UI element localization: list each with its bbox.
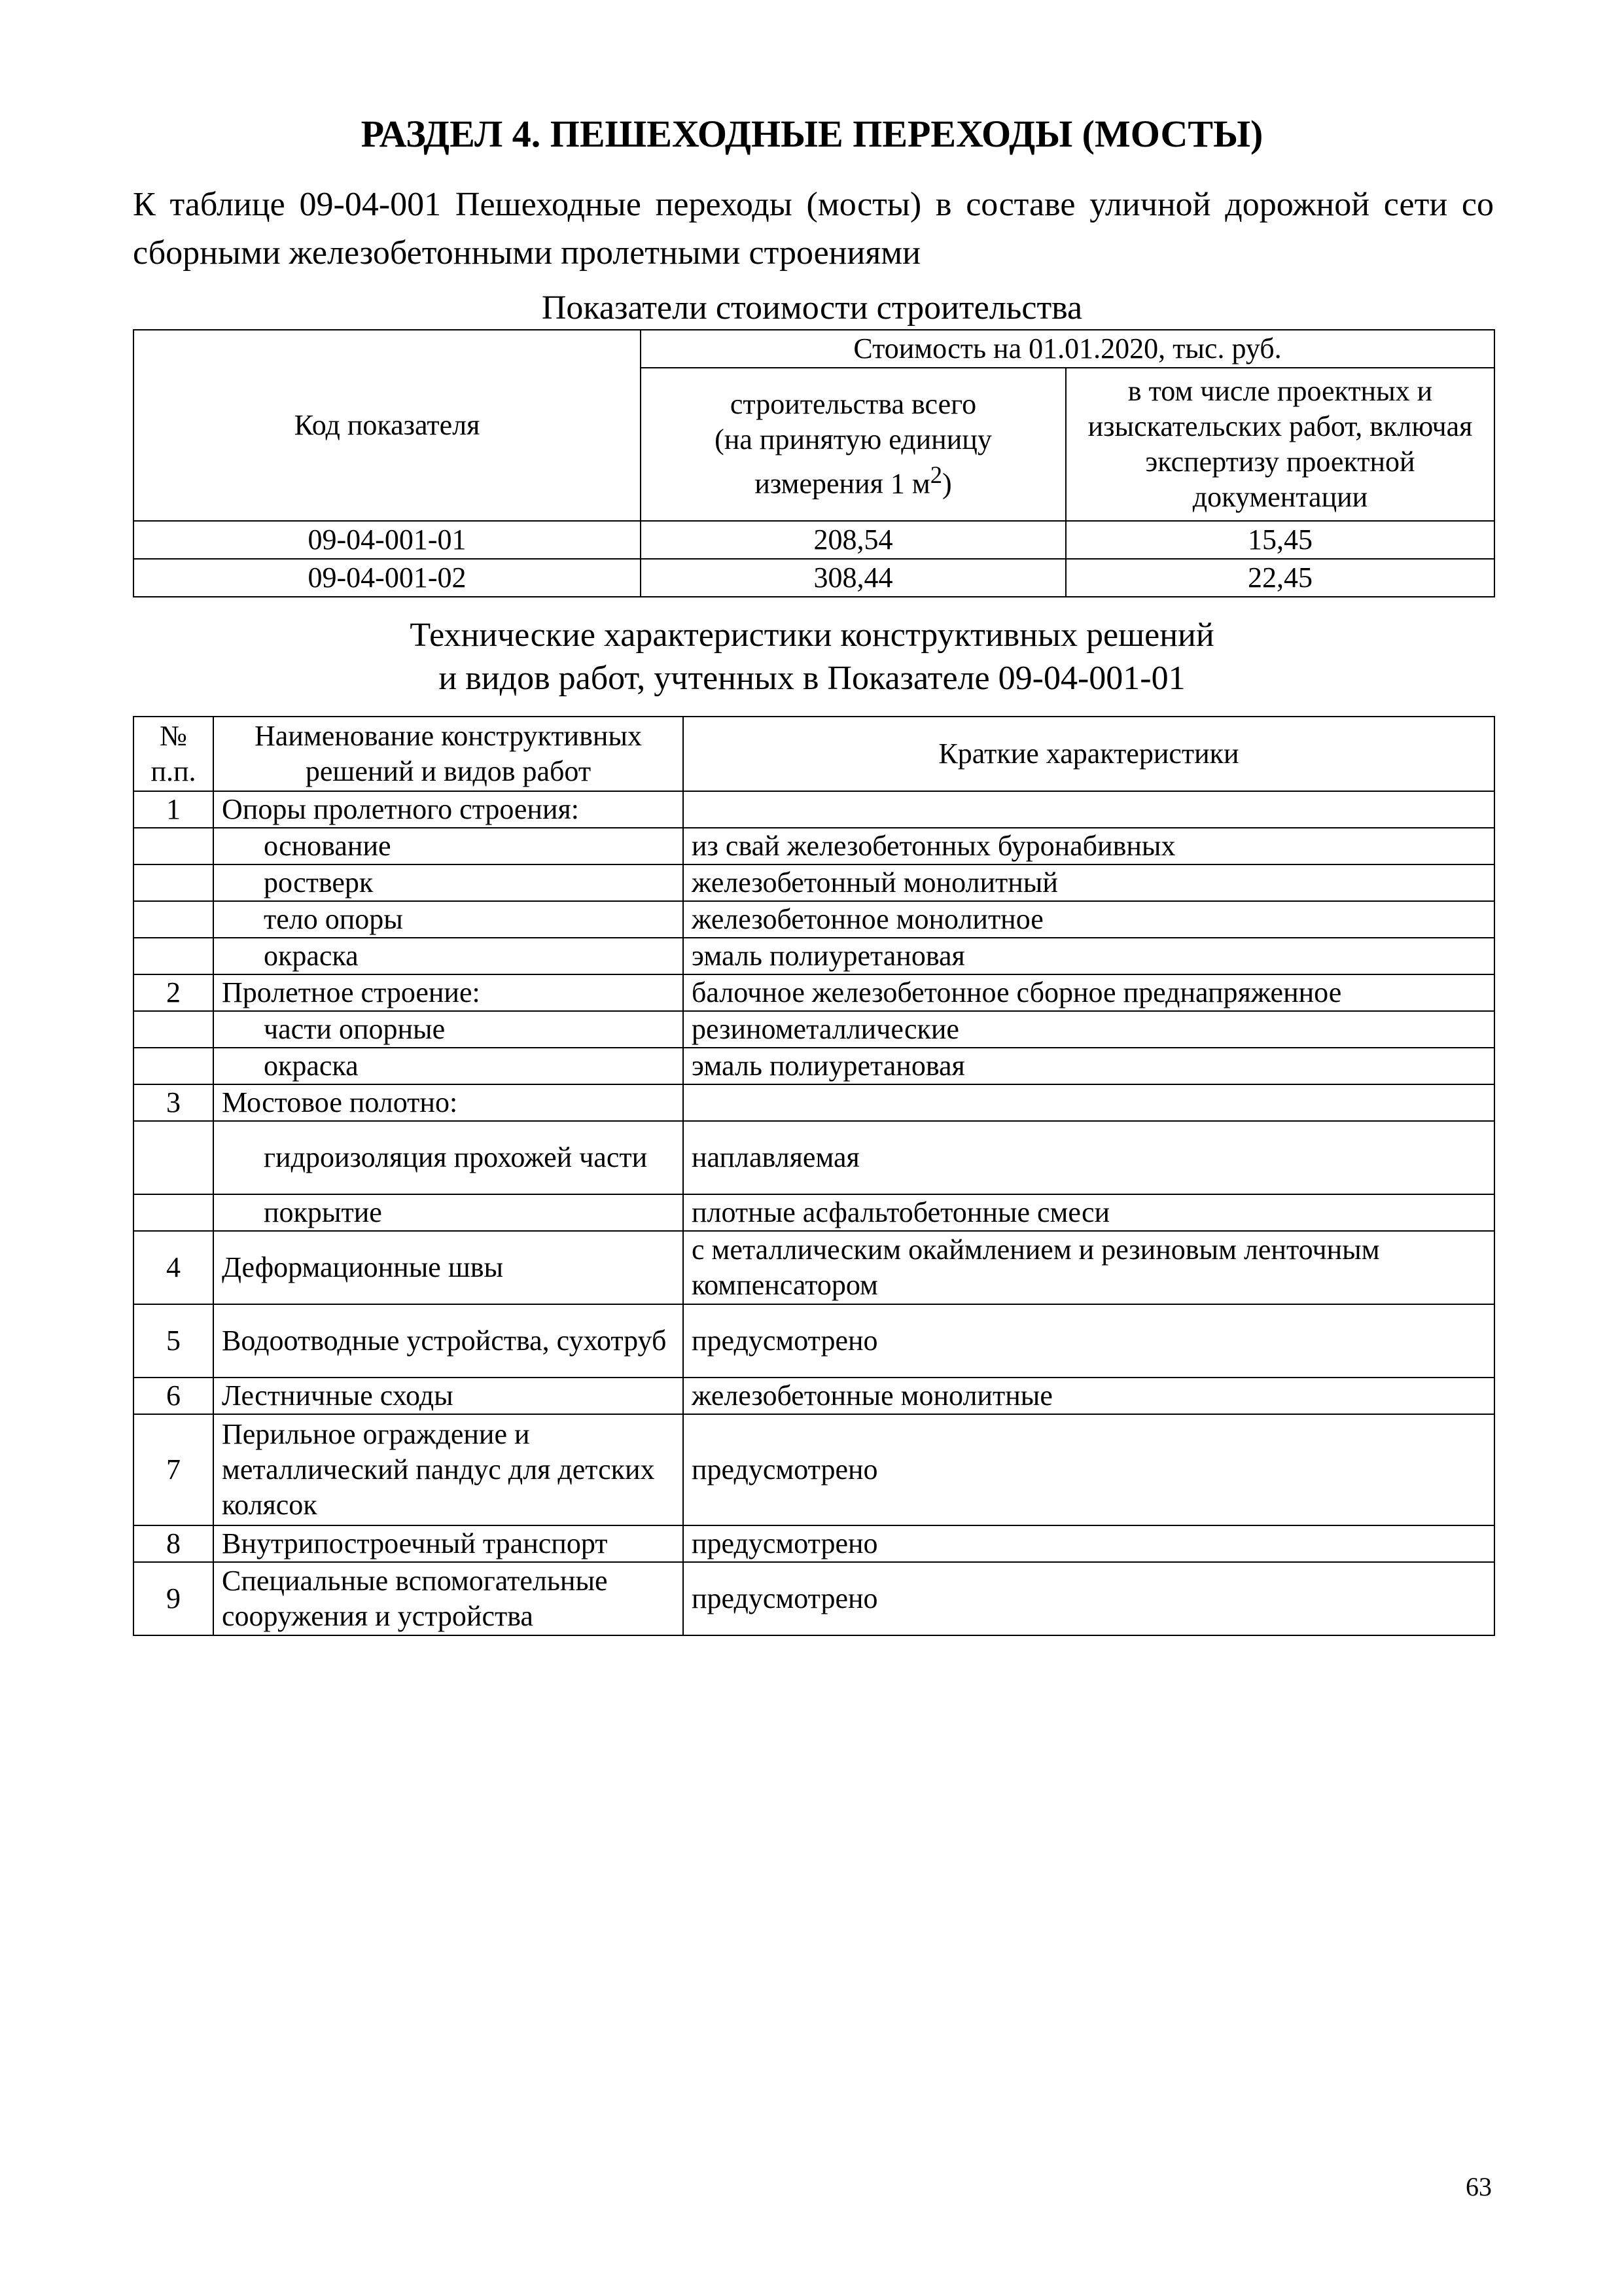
cell-name: окраска [213, 938, 683, 974]
tech-table-caption [0, 614, 1624, 700]
cell-desc: плотные асфальтобетонные смеси [683, 1194, 1494, 1231]
cell-name: части опорные [213, 1011, 683, 1048]
table-row [133, 974, 1494, 1011]
table-row [133, 1304, 1494, 1378]
cell-name: окраска [213, 1048, 683, 1084]
table-row [133, 1011, 1494, 1048]
cell-desc: железобетонный монолитный [683, 864, 1494, 901]
cell-num [133, 1121, 213, 1194]
cell-name: тело опоры [213, 901, 683, 938]
intro-paragraph: К таблице 09-04-001 Пешеходные переходы (мосты) в составе уличной дорожной сети со сборными железобетонными пролетными строениями [133, 186, 1494, 272]
cell-desc: эмаль полиуретановая [683, 1048, 1494, 1084]
cell-desc: железобетонные монолитные [683, 1378, 1494, 1414]
cell-desc: резинометаллические [683, 1011, 1494, 1048]
table-row [133, 1378, 1494, 1414]
cell-name: Водоотводные устройства, сухотруб [213, 1304, 683, 1378]
cell-name: Опоры пролетного строения: [213, 791, 683, 828]
cost-table-caption: Показатели стоимости строительства [541, 289, 1083, 327]
table-row [133, 1194, 1494, 1231]
table-row [133, 864, 1494, 901]
cell-name: покрытие [213, 1194, 683, 1231]
tech-caption-line1: Технические характеристики конструктивных решений [410, 616, 1214, 654]
header-num: № п.п. [133, 717, 213, 791]
cell-desc [683, 1084, 1494, 1121]
header-total-line2: (на принятую единицу [715, 423, 992, 456]
table-row [133, 1231, 1494, 1304]
cell-num: 4 [133, 1231, 213, 1304]
cell-desc: с металлическим окаймлением и резиновым ленточным компенсатором [683, 1231, 1494, 1304]
cell-name: Специальные вспомогательные сооружения и устройства [213, 1562, 683, 1635]
header-design-cost: в том числе проектных и изыскательских работ, включая экспертизу проектной документации [1066, 368, 1494, 521]
technical-characteristics-table [133, 716, 1495, 1636]
table-row [133, 791, 1494, 828]
table-row [133, 1562, 1494, 1635]
cell-name: основание [213, 828, 683, 864]
header-cost: Стоимость на 01.01.2020, тыс. руб. [641, 330, 1494, 368]
cell-num: 9 [133, 1562, 213, 1635]
cell-desc: предусмотрено [683, 1562, 1494, 1635]
header-total-line3: измерения 1 м [754, 467, 930, 500]
cell-design: 22,45 [1066, 559, 1494, 597]
cell-num: 5 [133, 1304, 213, 1378]
cell-desc [683, 791, 1494, 828]
cell-name: Перильное ограждение и металлический пандус для детских колясок [213, 1414, 683, 1525]
cell-desc: из свай железобетонных буронабивных [683, 828, 1494, 864]
cell-num: 3 [133, 1084, 213, 1121]
table-row [133, 938, 1494, 974]
cell-num: 6 [133, 1378, 213, 1414]
table-row [133, 521, 1494, 559]
cell-desc: предусмотрено [683, 1304, 1494, 1378]
cell-num [133, 864, 213, 901]
cell-num: 2 [133, 974, 213, 1011]
cell-num [133, 938, 213, 974]
cell-num [133, 1194, 213, 1231]
cell-design: 15,45 [1066, 521, 1494, 559]
cell-num: 8 [133, 1525, 213, 1562]
table-row [133, 1084, 1494, 1121]
header-code: Код показателя [133, 330, 641, 521]
table-row [133, 1525, 1494, 1562]
tech-caption-line2: и видов работ, учтенных в Показателе 09-04-001-01 [438, 660, 1186, 697]
cell-num [133, 1048, 213, 1084]
header-total-line1: строительства всего [730, 388, 977, 421]
unit-superscript: 2 [930, 461, 943, 489]
table-row [133, 1048, 1494, 1084]
cell-name: гидроизоляция прохожей части [213, 1121, 683, 1194]
cell-desc: наплавляемая [683, 1121, 1494, 1194]
cell-total: 308,44 [641, 559, 1066, 597]
cell-desc: балочное железобетонное сборное преднапряженное [683, 974, 1494, 1011]
table-row [133, 1414, 1494, 1525]
cell-num [133, 901, 213, 938]
cell-num: 1 [133, 791, 213, 828]
header-total-cost [641, 368, 1066, 521]
cell-total: 208,54 [641, 521, 1066, 559]
cell-desc: эмаль полиуретановая [683, 938, 1494, 974]
cell-name: Деформационные швы [213, 1231, 683, 1304]
header-desc: Краткие характеристики [683, 717, 1494, 791]
cell-name: Пролетное строение: [213, 974, 683, 1011]
cell-num [133, 1011, 213, 1048]
cell-name: ростверк [213, 864, 683, 901]
cell-name: Лестничные сходы [213, 1378, 683, 1414]
table-row [133, 559, 1494, 597]
cell-name: Мостовое полотно: [213, 1084, 683, 1121]
cell-code: 09-04-001-01 [133, 521, 641, 559]
cell-desc: железобетонное монолитное [683, 901, 1494, 938]
table-row [133, 1121, 1494, 1194]
cost-indicators-table [133, 329, 1495, 597]
cell-code: 09-04-001-02 [133, 559, 641, 597]
cell-num: 7 [133, 1414, 213, 1525]
header-name: Наименование конструктивных решений и видов работ [213, 717, 683, 791]
page-number: 63 [1466, 2172, 1492, 2201]
header-total-paren: ) [942, 467, 952, 500]
page-title: РАЗДЕЛ 4. ПЕШЕХОДНЫЕ ПЕРЕХОДЫ (МОСТЫ) [361, 113, 1263, 155]
cell-name: Внутрипостроечный транспорт [213, 1525, 683, 1562]
cell-num [133, 828, 213, 864]
table-row [133, 901, 1494, 938]
cell-desc: предусмотрено [683, 1414, 1494, 1525]
cell-desc: предусмотрено [683, 1525, 1494, 1562]
table-row [133, 828, 1494, 864]
